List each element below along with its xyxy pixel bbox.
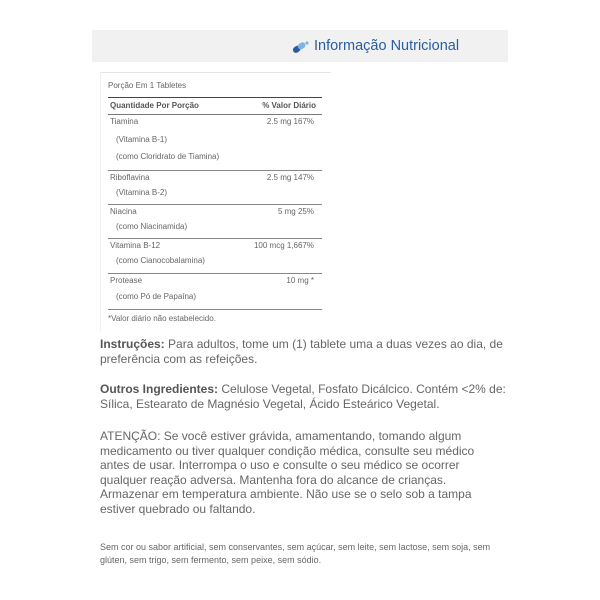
nutrient-name: Riboflavina [110,173,150,182]
table-row [108,204,322,239]
ingredients-label: Outros Ingredientes: [100,382,219,396]
nutrient-value: 10 mg * [286,276,314,285]
ingredients-text: Celulose Vegetal, Fosfato Dicálcico. Contém <2% de: Sílica, Estearato de Magnésio Vegetal, Ácido Esteárico Vegetal. [100,382,506,411]
table-row [108,114,322,171]
column-header-daily-value: % Valor Diário [262,101,316,110]
header-bar [92,30,508,62]
instructions-label: Instruções: [100,337,165,351]
ingredients-paragraph [100,382,510,411]
nutrient-value: 2.5 mg 167% [266,117,314,126]
page-title: Informação Nutricional [314,38,460,54]
nutrient-detail: (como Pó de Papaína) [116,292,197,301]
nutrient-detail: (como Cloridrato de Tiamina) [116,152,220,161]
table-footnote: *Valor diário não estabelecido. [108,314,216,323]
free-from-statement: Sem cor ou sabor artificial, sem conservantes, sem açúcar, sem leite, sem lactose, sem soja, sem glúten, sem trigo, sem fermento, sem peixe, sem sódio. [100,542,491,565]
table-row [108,238,322,274]
nutrient-value: 2.5 mg 147% [266,173,314,182]
instructions-paragraph [100,337,510,366]
nutrient-name: Niacina [110,207,137,216]
nutrient-name: Tiamina [110,117,139,126]
nutrient-detail: (como Niacinamida) [116,222,188,231]
warning-paragraph: ATENÇÃO: Se você estiver grávida, amamentando, tomando algum medicamento ou tiver qualquer condição médica, consulte seu médico antes de usar. Interrompa o uso e consulte o seu médico se ocorrer qualquer reação adversa. Mantenha fora do alcance de crianças. Armazenar em temperatura ambiente. Não use se o selo sob a tampa estiver quebrado ou faltando. [100,429,475,516]
table-row [108,170,322,205]
nutrient-name: Vitamina B-12 [110,241,161,250]
instructions-text: Para adultos, tome um (1) tablete uma a duas vezes ao dia, de preferência com as refeições. [100,337,503,366]
nutrient-value: 5 mg 25% [277,207,314,216]
serving-size: Porção Em 1 Tabletes [108,81,187,90]
table-header [108,97,322,115]
nutrient-detail: (Vitamina B-2) [116,188,167,197]
nutrient-name: Protease [110,276,143,285]
nutrient-detail: (Vitamina B-1) [116,135,167,144]
nutrient-detail: (como Cianocobalamina) [116,256,205,265]
table-row [108,273,322,310]
capsule-pill-icon [290,40,310,54]
column-header-amount: Quantidade Por Porção [110,101,199,110]
nutrient-value: 100 mcg 1,667% [253,241,314,250]
